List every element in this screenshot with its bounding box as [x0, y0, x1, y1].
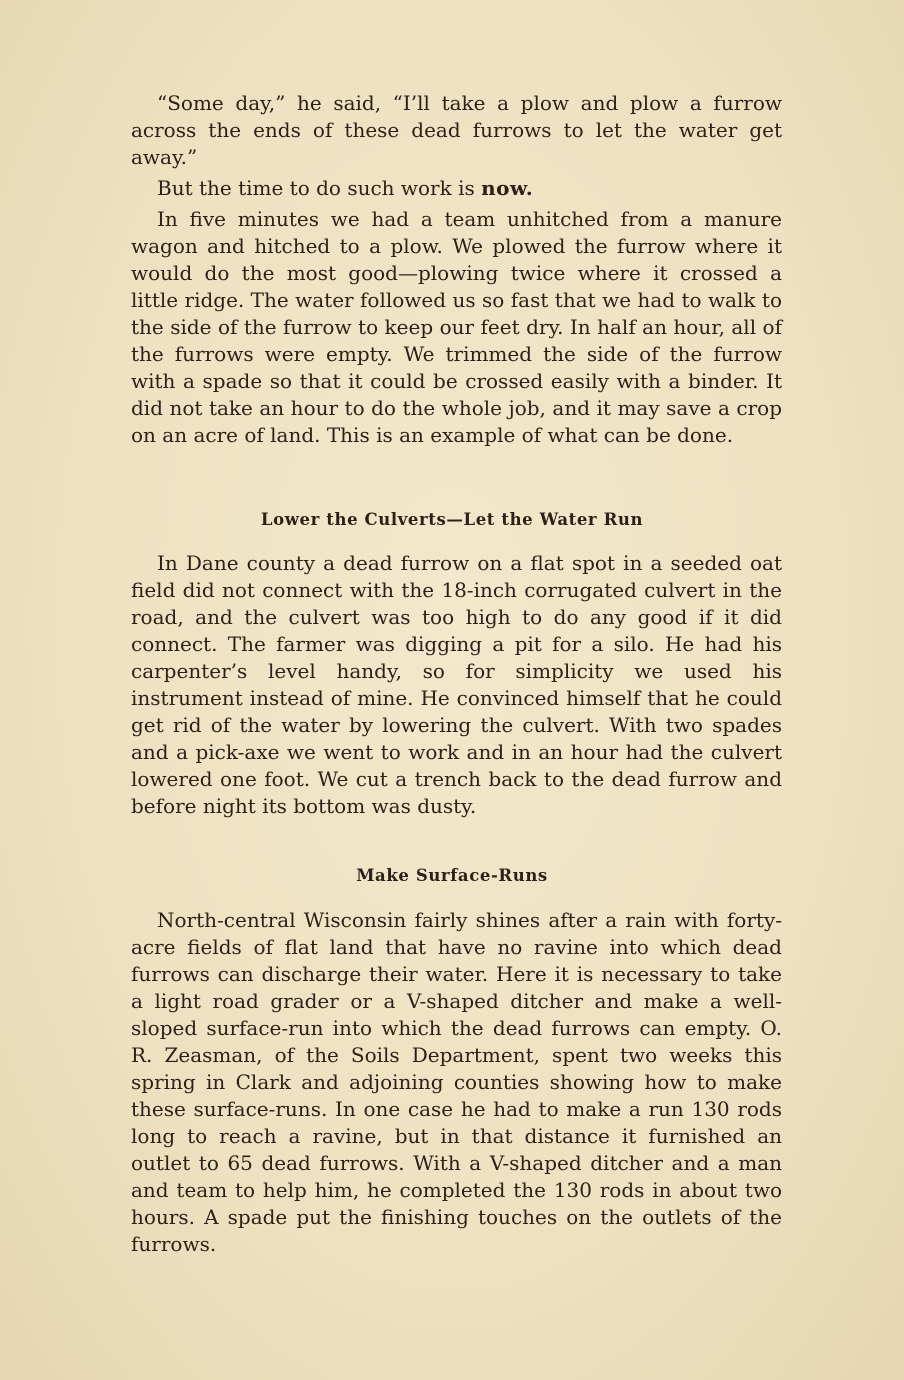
paragraph-now: [131, 175, 782, 202]
section-2: [131, 550, 782, 820]
section-3: [131, 907, 782, 1258]
heading-surface-runs: Make Surface-Runs: [356, 866, 548, 885]
section-1: [131, 90, 782, 449]
paragraph-north-central: North-central Wisconsin fairly shines after a rain with forty-acre fields of flat land that have no ravine into which dead furrows can discharge their water. Here it is necessary to take a light road grader or a V-shaped ditcher and make a well-sloped surface-run into which the dead furrows can empty. O. R. Zeasman, of the Soils Department, spent two weeks this spring in Clark and adjoining counties showing how to make these surface-runs. In one case he had to make a run 130 rods long to reach a ravine, but in that distance it furnished an outlet to 65 dead furrows. With a V-shaped ditcher and a man and team to help him, he completed the 130 rods in about two hours. A spade put the finishing touches on the outlets of the furrows.: [131, 908, 782, 1256]
heading-lower-culverts: Lower the Culverts—Let the Water Run: [260, 510, 644, 529]
paragraph-plowing: In five minutes we had a team unhitched from a manure wagon and hitched to a plow. We plowed the furrow where it would do the most good—plowing twice where it crossed a little ridge. The water followed us so fast that we had to walk to the side of the furrow to keep our feet dry. In half an hour, all of the furrows were empty. We trimmed the side of the furrow with a spade so that it could be crossed easily with a binder. It did not take an hour to do the whole job, and it may save a crop on an acre of land. This is an example of what can be done.: [131, 207, 782, 447]
paragraph-quote: “Some day,” he said, “I’ll take a plow and plow a furrow across the ends of these dead furrows to let the water get away.”: [131, 91, 782, 169]
paragraph-dane-county: In Dane county a dead furrow on a flat spot in a seeded oat field did not connect with the 18-inch corrugated culvert in the road, and the culvert was too high to do any good if it did connect. The farmer was digging a pit for a silo. He had his carpenter’s level handy, so for simplicity we used his instrument instead of mine. He convinced himself that he could get rid of the water by lowering the culvert. With two spades and a pick-axe we went to work and in an hour had the culvert lowered one foot. We cut a trench back to the dead furrow and before night its bottom was dusty.: [131, 551, 782, 818]
paragraph-now-text: But the time to do such work is: [157, 176, 482, 200]
emphasis-now: now.: [481, 176, 534, 200]
